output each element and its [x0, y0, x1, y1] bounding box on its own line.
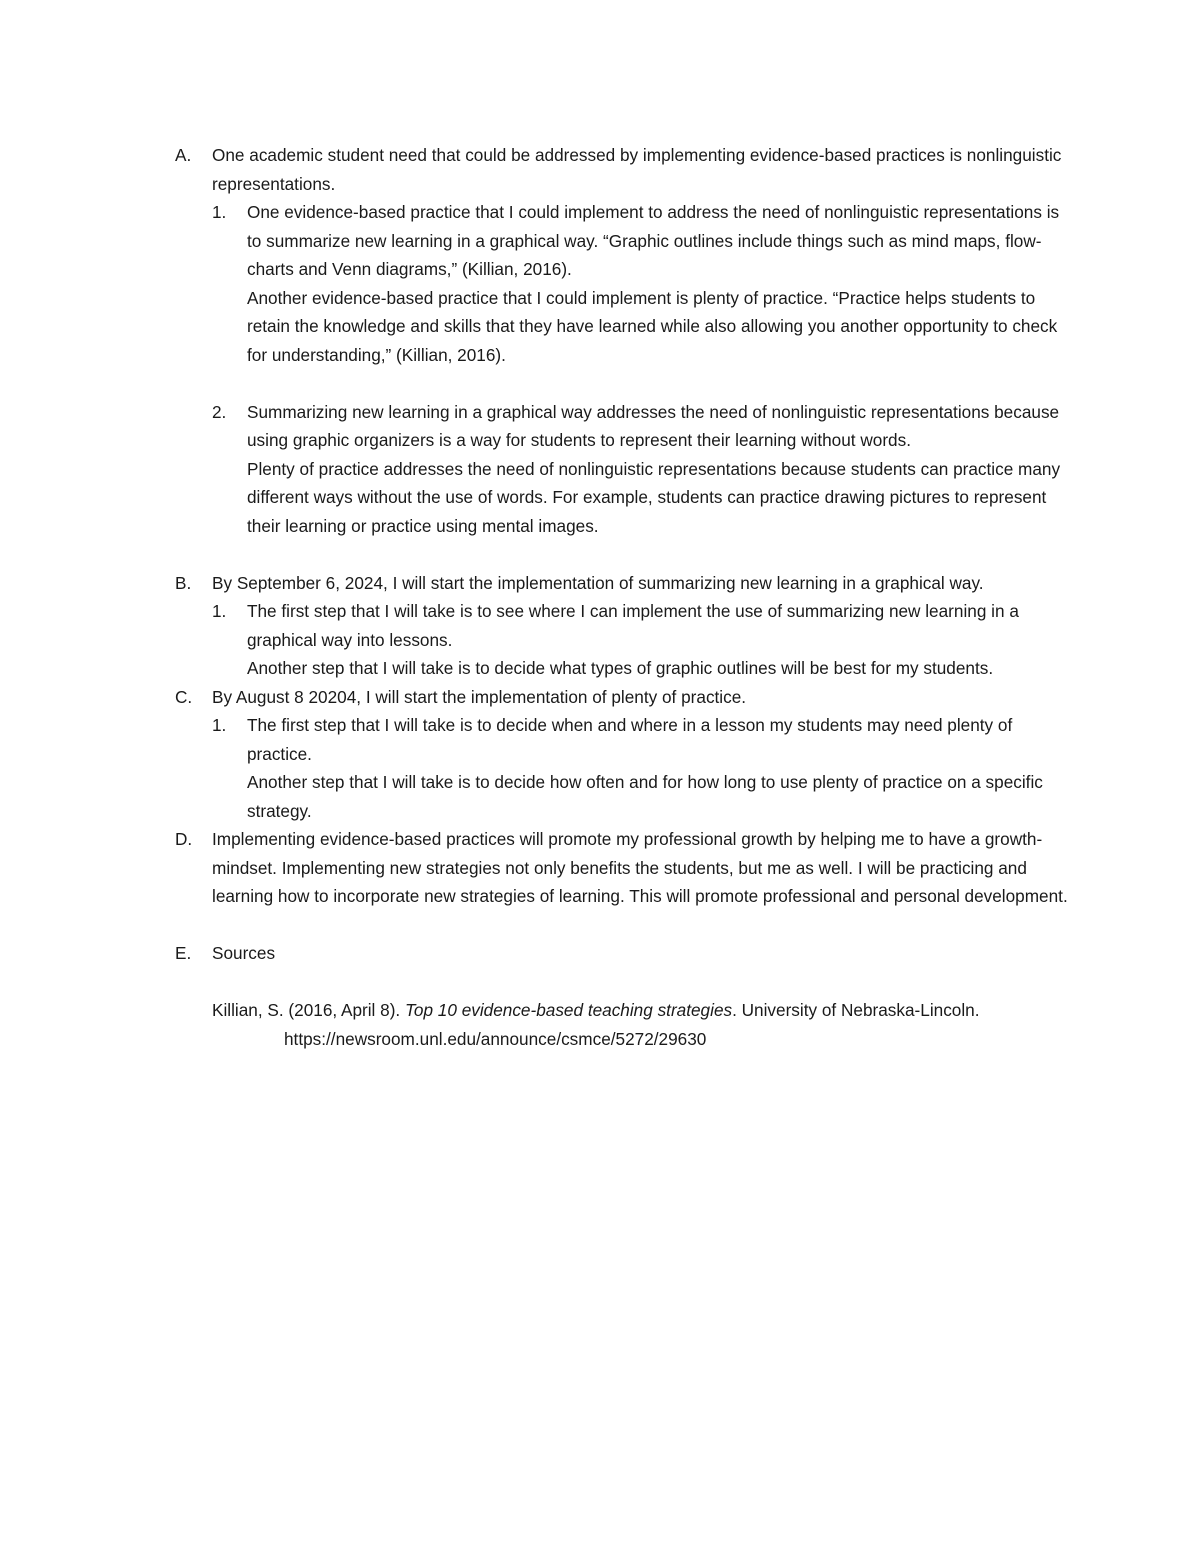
item-paragraph: Plenty of practice addresses the need of nonlinguistic representations because students can practice many different ways without the use of words. For example, students can practice drawing pictures to represent their learning or practice using mental images. — [247, 458, 1061, 536]
item-paragraph: The first step that I will take is to see where I can implement the use of summarizing new learning in a graphical way into lessons. — [247, 601, 1019, 650]
section-e-marker: E. — [175, 943, 192, 963]
section-a-item-2 — [212, 398, 1075, 541]
section-d-text: Implementing evidence-based practices will promote my professional growth by helping me to have a growth-mindset. Implementing new strategies not only benefits the students, but me as well. I will be practicing and learning how to incorporate new strategies of learning. This will promote professional and personal development. — [212, 829, 1068, 906]
item-marker: 1. — [212, 601, 227, 621]
item-marker: 2. — [212, 401, 227, 422]
section-b-text: By September 6, 2024, I will start the implementation of summarizing new learning in a graphical way. — [212, 572, 984, 593]
section-a-marker: A. — [175, 145, 192, 165]
reference-title: Top 10 evidence-based teaching strategies — [404, 1000, 733, 1020]
section-c — [175, 683, 1075, 826]
item-paragraph: One evidence-based practice that I could implement to address the need of nonlinguistic representations is to summarize new learning in a graphical way. “Graphic outlines include things such as mind maps, flow-charts and Venn diagrams,” (Killian, 2016). — [247, 202, 1060, 279]
section-a-item-1 — [212, 198, 1075, 369]
section-d — [175, 825, 1075, 911]
section-c-marker: C. — [175, 686, 193, 707]
section-b-marker: B. — [175, 572, 192, 593]
section-c-item-1 — [212, 711, 1075, 825]
document-body — [175, 141, 1075, 1053]
reference-entry — [212, 996, 1075, 1053]
blank-line — [212, 369, 1075, 398]
item-paragraph: Another step that I will take is to decide how often and for how long to use plenty of practice on a specific strategy. — [247, 772, 1043, 821]
section-d-marker: D. — [175, 829, 193, 849]
item-marker: 1. — [212, 715, 227, 735]
item-paragraph: Summarizing new learning in a graphical way addresses the need of nonlinguistic representations because using graphic organizers is a way for students to represent their learning without words. — [247, 401, 1060, 450]
reference-rest: . University of Nebraska-Lincoln. https://newsroom.unl.edu/announce/csmce/5272/29630 — [284, 1000, 980, 1049]
item-marker: 1. — [212, 202, 227, 222]
blank-line — [175, 911, 1075, 940]
blank-line — [175, 540, 1075, 569]
item-paragraph: Another step that I will take is to decide what types of graphic outlines will be best for my students. — [247, 658, 994, 678]
section-c-text: By August 8 20204, I will start the implementation of plenty of practice. — [212, 686, 747, 707]
item-paragraph: The first step that I will take is to decide when and where in a lesson my students may need plenty of practice. — [247, 715, 1013, 764]
section-b — [175, 569, 1075, 683]
blank-line — [175, 968, 1075, 997]
section-a-text: One academic student need that could be addressed by implementing evidence-based practices is nonlinguistic representations. — [212, 145, 1062, 194]
section-e — [175, 939, 1075, 968]
section-b-item-1 — [212, 597, 1075, 683]
item-paragraph: Another evidence-based practice that I could implement is plenty of practice. “Practice helps students to retain the knowledge and skills that they have learned while also allowing you another opportunity to check for understanding,” (Killian, 2016). — [247, 287, 1058, 365]
section-e-text: Sources — [212, 943, 276, 963]
reference-authors: Killian, S. (2016, April 8). — [212, 1000, 405, 1020]
section-a — [175, 141, 1075, 540]
